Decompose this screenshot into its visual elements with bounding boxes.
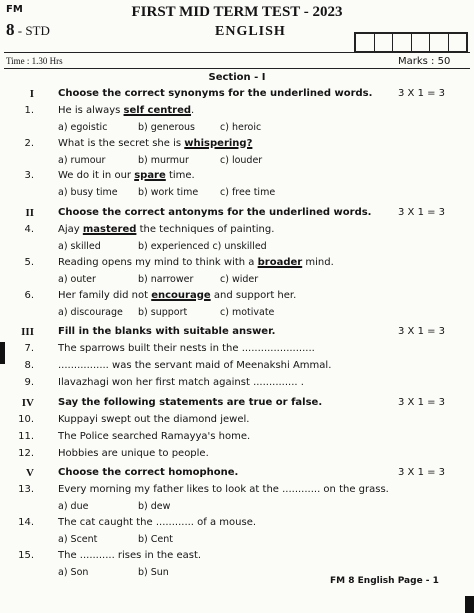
section-title: Section - I bbox=[208, 72, 266, 83]
marks-label: Marks : 50 bbox=[398, 56, 451, 67]
options: a) egoistic b) generous c) heroic bbox=[58, 122, 262, 133]
question: 10. Kuppayi swept out the diamond jewel. bbox=[18, 414, 250, 425]
options: a) busy time b) work time c) free time bbox=[58, 187, 276, 198]
question: 14. The cat caught the ............ of a mouse. bbox=[18, 517, 257, 528]
scan-edge-mark bbox=[0, 342, 5, 364]
question: 11. The Police searched Ramayya's home. bbox=[18, 431, 251, 442]
standard-label bbox=[6, 20, 50, 40]
question: 2. What is the secret she is whispering? bbox=[24, 138, 253, 149]
question: 9. Ilavazhagi won her first match against .............. . bbox=[24, 377, 304, 388]
question: 6. Her family did not encourage and support her. bbox=[24, 290, 297, 301]
subject-title: ENGLISH bbox=[215, 24, 286, 39]
part-heading: III Fill in the blanks with suitable answer. 3 X 1 = 3 bbox=[21, 326, 446, 338]
question: 7. The sparrows built their nests in the ....................... bbox=[24, 343, 315, 354]
question: 15. The ........... rises in the east. bbox=[18, 550, 202, 561]
options: a) rumour b) murmur c) louder bbox=[58, 155, 263, 166]
header-fm: FM bbox=[6, 4, 23, 15]
question: 13. Every morning my father likes to look at the ............ on the grass. bbox=[18, 484, 389, 495]
part-heading: II Choose the correct antonyms for the underlined words. 3 X 1 = 3 bbox=[25, 207, 446, 219]
question: 5. Reading opens my mind to think with a broader mind. bbox=[24, 257, 334, 268]
options: a) Son b) Sun bbox=[58, 567, 169, 578]
part-heading: I Choose the correct synonyms for the underlined words. 3 X 1 = 3 bbox=[29, 88, 446, 100]
options: a) outer b) narrower c) wider bbox=[58, 274, 259, 285]
page-footer: FM 8 English Page - 1 bbox=[330, 576, 439, 586]
standard-suffix: - STD bbox=[17, 23, 50, 38]
options: a) due b) dew bbox=[58, 501, 171, 512]
exam-title: FIRST MID TERM TEST - 2023 bbox=[131, 4, 343, 20]
scan-corner-mark bbox=[465, 596, 474, 613]
header-rule-2 bbox=[4, 68, 470, 69]
header-rule bbox=[4, 52, 470, 53]
register-number-boxes bbox=[354, 32, 468, 53]
question: 3. We do it in our spare time. bbox=[24, 170, 195, 181]
part-heading: V Choose the correct homophone. 3 X 1 = 3 bbox=[26, 467, 446, 479]
time-label: Time : 1.30 Hrs bbox=[6, 56, 63, 66]
question: 8. ................ was the servant maid of Meenakshi Ammal. bbox=[24, 360, 332, 371]
standard-number: 8 bbox=[6, 20, 15, 39]
question: 12. Hobbies are unique to people. bbox=[18, 448, 209, 459]
question: 4. Ajay mastered the techniques of painting. bbox=[24, 224, 275, 235]
options: a) discourage b) support c) motivate bbox=[58, 307, 275, 318]
options: a) skilled b) experienced c) unskilled bbox=[58, 241, 267, 252]
question: 1. He is always self centred. bbox=[24, 105, 195, 116]
options: a) Scent b) Cent bbox=[58, 534, 173, 545]
part-heading: IV Say the following statements are true or false. 3 X 1 = 3 bbox=[21, 397, 446, 409]
